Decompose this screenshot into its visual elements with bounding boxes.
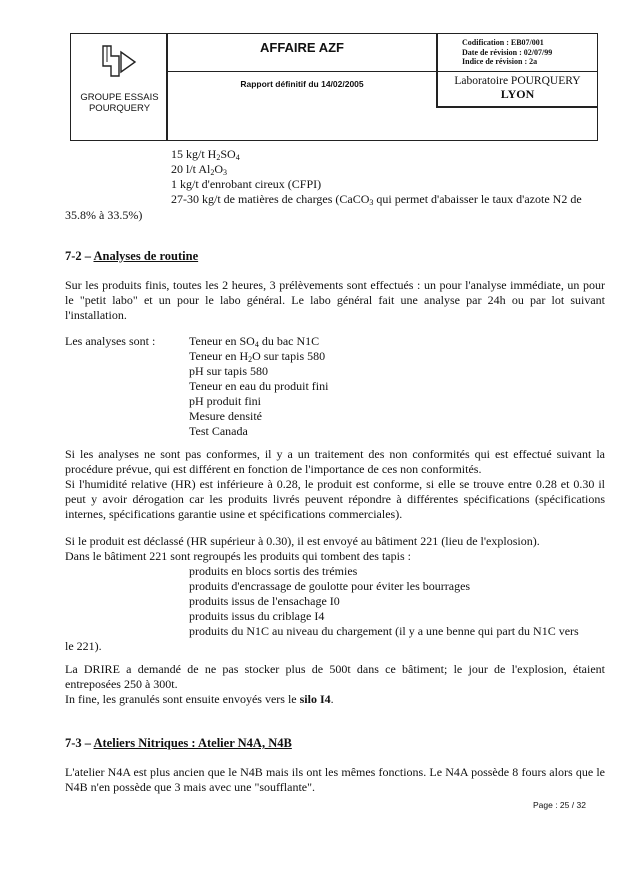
analysis-item: pH produit fini [189, 394, 261, 408]
paragraph: Dans le bâtiment 221 sont regroupés les produits qui tombent des tapis : [65, 549, 411, 563]
paragraph: In fine, les granulés sont ensuite envoyés vers le silo I4. [65, 692, 334, 706]
list-item: 20 l/t $Al_2O_3$ [171, 162, 228, 177]
paragraph: Sur les produits finis, toutes les 2 heures, 3 prélèvements sont effectués : un pour l'analyse immédiate, un pour le "petit labo" et un pour le labo général. Le labo général fait une analyse par 24h ou par lot suivant l'installation. [65, 278, 605, 322]
logo-line2: POURQUERY [88, 103, 151, 114]
analysis-item: Teneur en $SO_4$ du bac N1C [189, 334, 320, 349]
list-item: produits issus de l'ensachage I0 [189, 594, 340, 608]
paragraph: La DRIRE a demandé de ne pas stocker plus de 500t dans ce bâtiment; le jour de l'explosion, étaient entreposées 250 à 300t. [65, 662, 605, 691]
lab-name: Laboratoire POURQUERY [454, 75, 581, 87]
codification-block [436, 34, 597, 72]
section-heading: 7-2 – Analyses de routine [65, 249, 199, 263]
section-heading: 7-3 – Ateliers Nitriques : Atelier N4A, N4B [65, 736, 292, 750]
analysis-item: Teneur en $H_2O$ sur tapis 580 [189, 349, 326, 364]
document-header [70, 33, 598, 141]
list-item: produits d'encrassage de goulotte pour éviter les bourrages [189, 579, 471, 593]
codification: Codification : EB07/001 [462, 38, 544, 47]
paragraph: Si les analyses ne sont pas conformes, il y a un traitement des non conformités qui est effectué suivant la procédure prévue, qui est différent en fonction de l'importance de ces non conformités. [65, 447, 605, 476]
paragraph: Si le produit est déclassé (HR supérieur à 0.30), il est envoyé au bâtiment 221 (lieu de l'explosion). [65, 534, 540, 548]
list-item: 15 kg/t $H_2SO_4$ [171, 147, 240, 162]
page-number: Page : 25 / 32 [533, 800, 586, 810]
rapport-date: Rapport définitif du 14/02/2005 [240, 79, 364, 89]
analysis-item: Mesure densité [189, 409, 262, 423]
list-item: produits en blocs sortis des trémies [189, 564, 358, 578]
paragraph: Si l'humidité relative (HR) est inférieure à 0.28, le produit est conforme, si elle se trouve entre 0.28 et 0.30 il peut y avoir dérogation car les produits livrés peuvent répondre à différentes spécifications (spécifications internes, spécifications garantie usine et spécifications commerciales). [65, 477, 605, 521]
indice-revision: Indice de révision : 2a [462, 57, 538, 66]
date-revision: Date de révision : 02/07/99 [462, 47, 553, 57]
logo-cell [71, 34, 168, 140]
logo-line1: GROUPE ESSAIS [80, 92, 159, 103]
affaire-title: AFFAIRE AZF [168, 34, 436, 72]
groupe-essais-logo-icon [99, 42, 139, 80]
list-item-continuation: 35.8% à 33.5%) [65, 208, 143, 222]
list-item: produits issus du criblage I4 [189, 609, 325, 623]
analysis-item: Teneur en eau du produit fini [189, 379, 329, 393]
list-item: 1 kg/t d'enrobant cireux (CFPI) [171, 177, 322, 191]
paragraph: L'atelier N4A est plus ancien que le N4B mais ils ont les mêmes fonctions. Le N4A possède 8 fours alors que le N4B n'en possède que 3 mais avec une "soufflante". [65, 765, 605, 794]
laboratory-block [436, 72, 597, 108]
analysis-item: pH sur tapis 580 [189, 364, 268, 378]
list-item-continuation: le 221). [65, 639, 102, 653]
analysis-item: Test Canada [189, 424, 248, 438]
silo-reference: silo I4 [299, 692, 331, 706]
list-item: 27-30 kg/t de matières de charges (CaCO$_3$ qui permet d'abaisser le taux d'azote N2 de [171, 192, 582, 207]
analyses-label: Les analyses sont : [65, 334, 156, 348]
list-item: produits du N1C au niveau du chargement (il y a une benne qui part du N1C vers [189, 624, 579, 638]
lab-city: LYON [500, 87, 535, 101]
